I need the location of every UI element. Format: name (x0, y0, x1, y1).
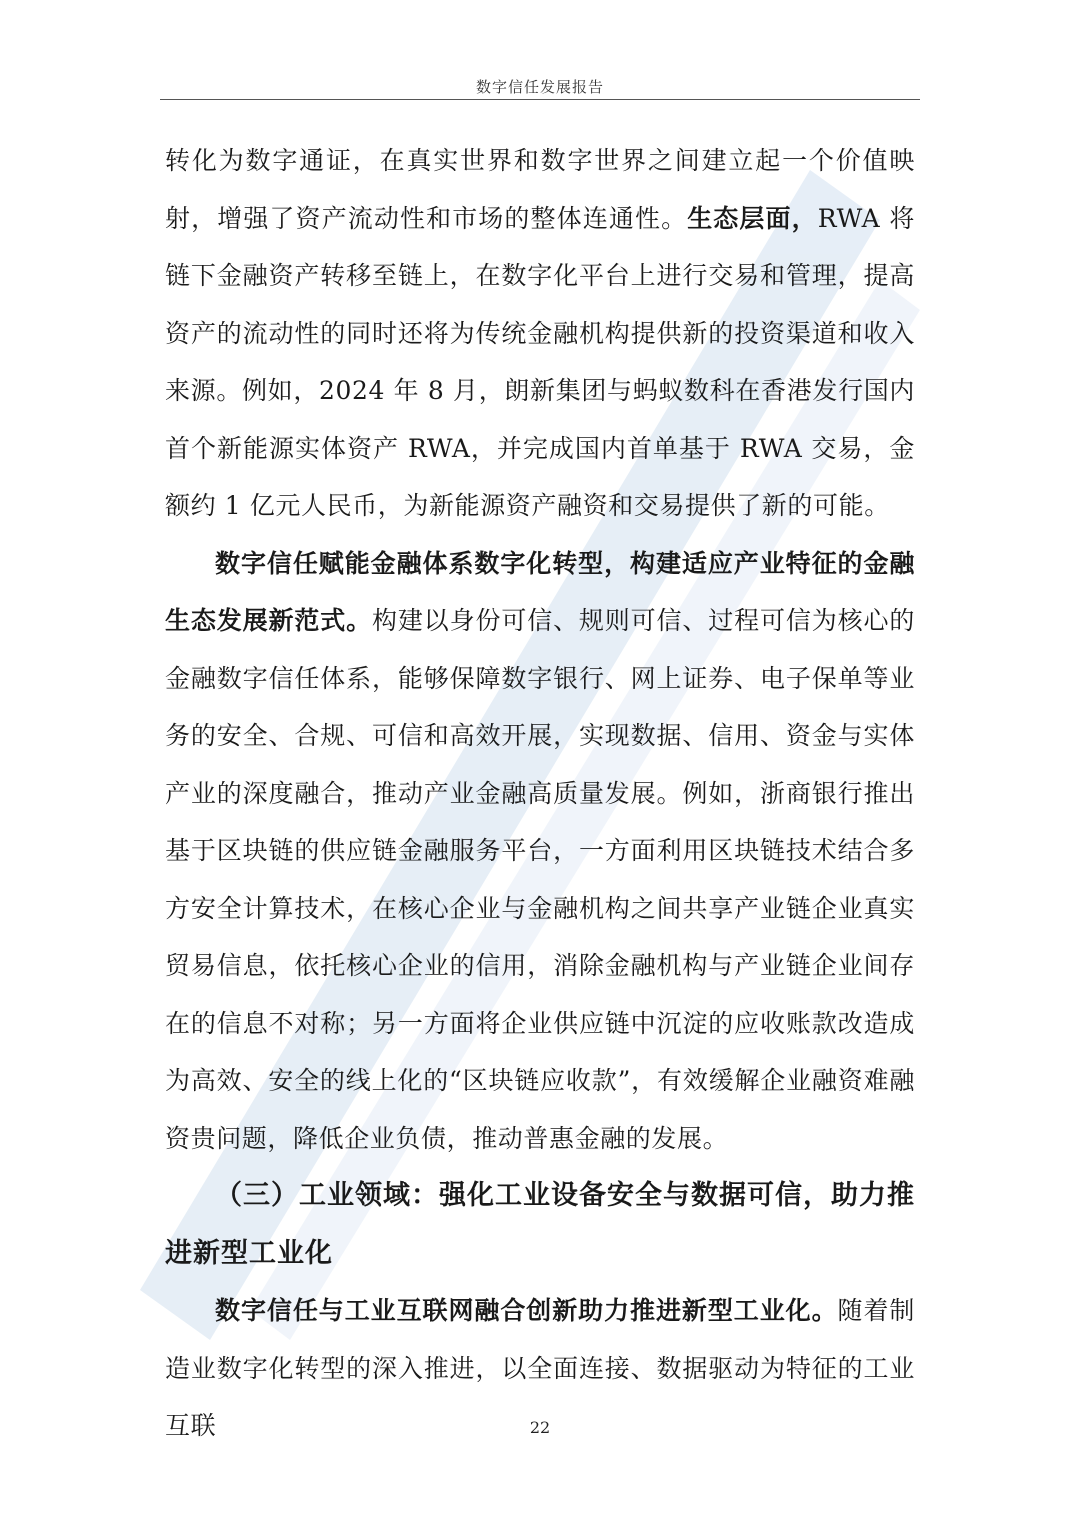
bold-lead-phrase: 数字信任赋能金融体系数字化转型，构建适应产业特征的金融生态发展新范式。 (165, 548, 915, 635)
bold-lead-phrase: 数字信任与工业互联网融合创新助力推进新型工业化。 (215, 1296, 838, 1325)
section-heading-industry: （三）工业领域：强化工业设备安全与数据可信，助力推进新型工业化 (165, 1180, 915, 1269)
paragraph-text: RWA 将链下金融资产转移至链上，在数字化平台上进行交易和管理，提高资产的流动性的同时还将为传统金融机构提供新的投资渠道和收入来源。例如，2024 年 8 月，朗新集团与蚂蚁数科在香港发行国内首个新能源实体资产 RWA，并完成国内首单基于 RWA 交易，金额约 1 亿元人民币，为新能源资产融资和交易提供了新的可能。 (165, 203, 915, 520)
paragraph-text: 构建以身份可信、规则可信、过程可信为核心的金融数字信任体系，能够保障数字银行、网上证券、电子保单等业务的安全、合规、可信和高效开展，实现数据、信用、资金与实体产业的深度融合，推动产业金融高质量发展。例如，浙商银行推出基于区块链的供应链金融服务平台，一方面利用区块链技术结合多方安全计算技术，在核心企业与金融机构之间共享产业链企业真实贸易信息，依托核心企业的信用，消除金融机构与产业链企业间存在的信息不对称；另一方面将企业供应链中沉淀的应收账款改造成为高效、安全的线上化的“区块链应收款”，有效缓解企业融资难融资贵问题，降低企业负债，推动普惠金融的发展。 (165, 606, 915, 1153)
paragraph-finance-transformation (165, 535, 915, 1168)
page-number: 22 (529, 1418, 551, 1437)
running-header-title: 数字信任发展报告 (475, 78, 604, 96)
page-content (165, 132, 915, 1455)
bold-lead-phrase: 生态层面， (687, 203, 818, 233)
paragraph-text: 转化为数字通证，在真实世界和数字世界之间建立起一个价值映射，增强了资产流动性和市场的整体连通性。 (165, 146, 915, 233)
header-divider (160, 99, 920, 100)
paragraph-text: 随着制造业数字化转型的深入推进，以全面连接、数据驱动为特征的工业互联 (165, 1296, 915, 1440)
paragraph-rwa-ecosystem (165, 132, 915, 535)
